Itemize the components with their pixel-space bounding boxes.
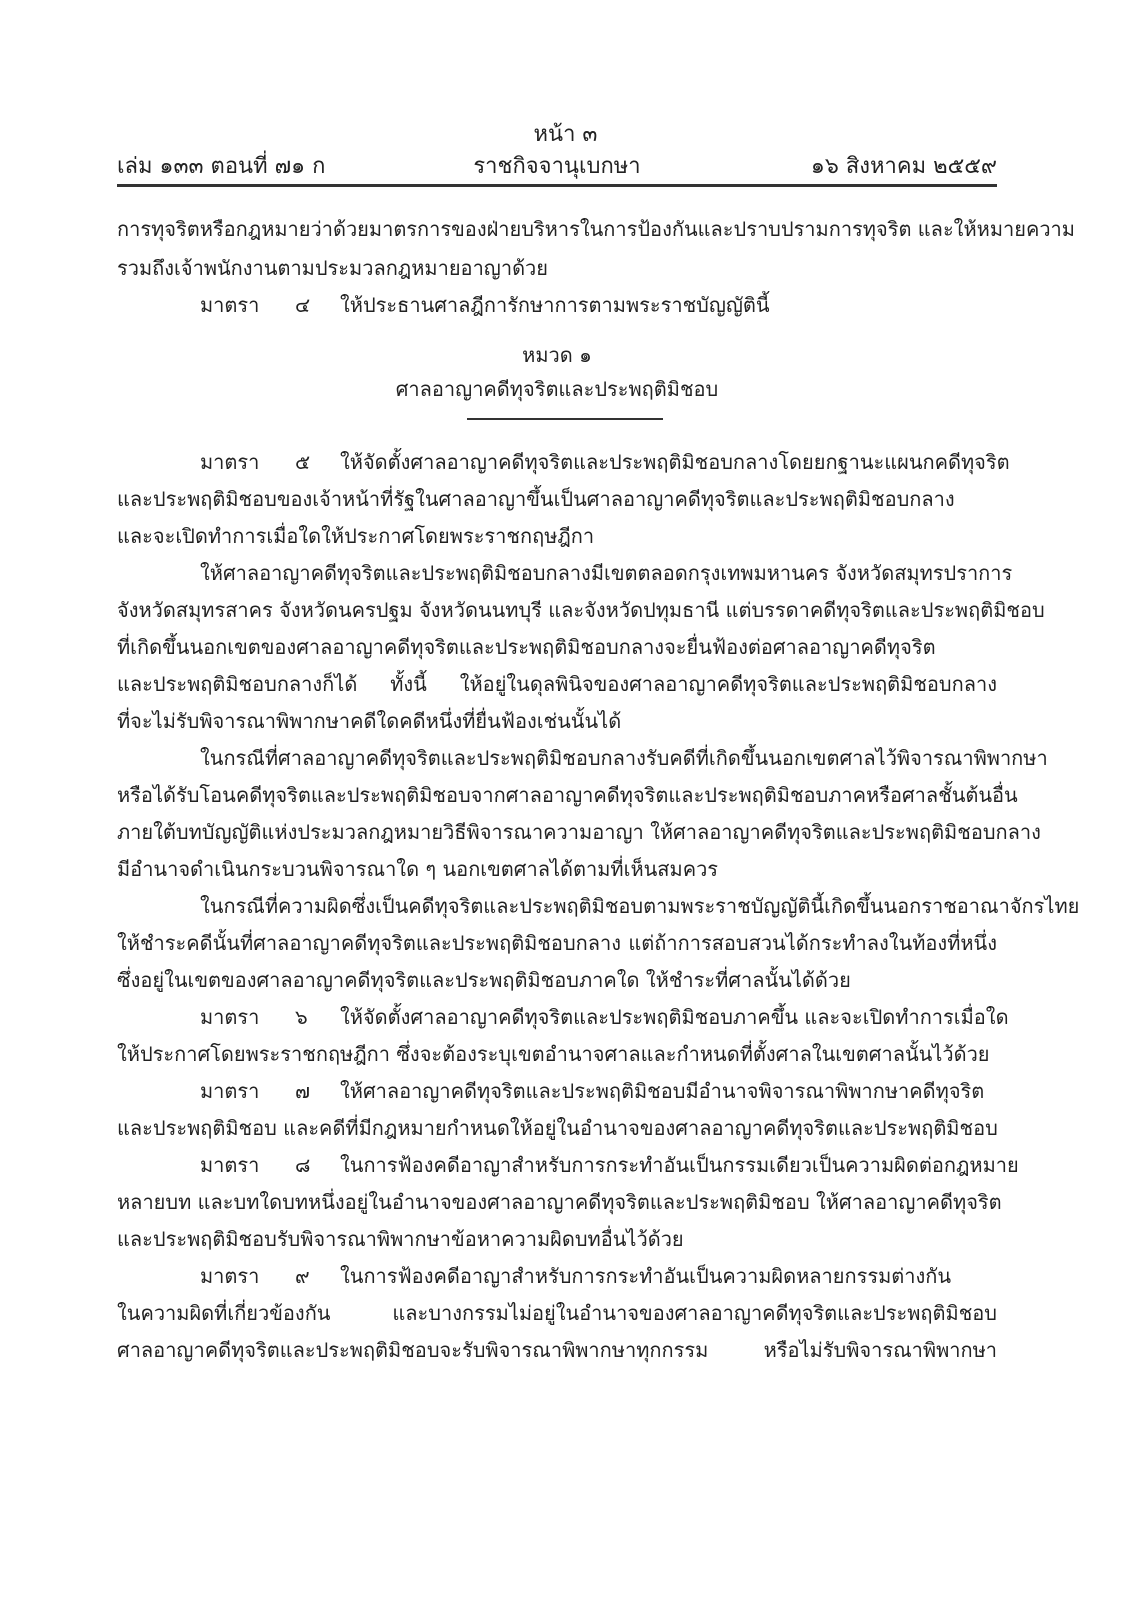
section-5 [200,447,1010,477]
body-line: ให้ประกาศโดยพระราชกฤษฎีกา ซึ่งจะต้องระบุเขตอำนาจศาลและกำหนดที่ตั้งศาลในเขตศาลนั้นไว้ด้วย [117,1042,990,1066]
body-line: ศาลอาญาคดีทุจริตและประพฤติมิชอบจะรับพิจารณาพิพากษาทุกกรรม หรือไม่รับพิจารณาพิพากษา [117,1338,997,1362]
section-label: มาตรา [200,1264,260,1288]
chapter-rule [467,418,663,420]
section-number: ๘ [295,1153,311,1177]
section-number: ๙ [295,1264,310,1288]
body-line: และประพฤติมิชอบรับพิจารณาพิพากษาข้อหาความผิดบทอื่นไว้ด้วย [117,1227,684,1251]
issue-date: ๑๖ สิงหาคม ๒๕๕๙ [810,154,997,179]
body-line: ซึ่งอยู่ในเขตของศาลอาญาคดีทุจริตและประพฤติมิชอบภาคใด ให้ชำระที่ศาลนั้นได้ด้วย [117,968,851,992]
running-header [117,148,997,180]
chapter-title: หมวด ๑ [522,343,592,367]
page-number: หน้า ๓ [533,122,598,147]
body-line: และประพฤติมิชอบ และคดีที่มีกฎหมายกำหนดให้อยู่ในอำนาจของศาลอาญาคดีทุจริตและประพฤติมิชอบ [117,1116,998,1140]
volume-info: เล่ม ๑๓๓ ตอนที่ ๗๑ ก [117,154,326,179]
intro-line: รวมถึงเจ้าพนักงานตามประมวลกฎหมายอาญาด้วย [117,256,549,280]
section-6 [200,1002,1009,1032]
section-number: ๕ [295,450,311,474]
paragraph-first-line: ในกรณีที่ศาลอาญาคดีทุจริตและประพฤติมิชอบกลางรับคดีที่เกิดขึ้นนอกเขตศาลไว้พิจารณาพิพากษา [200,746,1048,770]
header-rule [117,184,997,187]
section-label: มาตรา [200,293,260,317]
body-line: หลายบท และบทใดบทหนึ่งอยู่ในอำนาจของศาลอาญาคดีทุจริตและประพฤติมิชอบ ให้ศาลอาญาคดีทุจริต [117,1190,1002,1214]
section-7 [200,1076,997,1106]
section-text: ให้จัดตั้งศาลอาญาคดีทุจริตและประพฤติมิชอบกลางโดยยกฐานะแผนกคดีทุจริต [340,450,1010,474]
section-text: ให้จัดตั้งศาลอาญาคดีทุจริตและประพฤติมิชอบภาคขึ้น และจะเปิดทำการเมื่อใด [340,1005,1009,1029]
paragraph-first-line: ให้ศาลอาญาคดีทุจริตและประพฤติมิชอบกลางมีเขตตลอดกรุงเทพมหานคร จังหวัดสมุทรปราการ [200,561,1013,585]
body-line: หรือได้รับโอนคดีทุจริตและประพฤติมิชอบจากศาลอาญาคดีทุจริตและประพฤติมิชอบภาคหรือศาลชั้นต้นอื่น [117,783,1018,807]
chapter-subtitle: ศาลอาญาคดีทุจริตและประพฤติมิชอบ [395,377,719,401]
section-label: มาตรา [200,450,260,474]
section-label: มาตรา [200,1153,260,1177]
section-4 [200,290,997,320]
section-number: ๗ [295,1079,311,1103]
section-number: ๔ [295,293,311,317]
section-text: ในการฟ้องคดีอาญาสำหรับการกระทำอันเป็นกรรมเดียวเป็นความผิดต่อกฎหมาย [340,1153,1019,1177]
section-9 [200,1261,997,1291]
section-text: ให้ประธานศาลฎีการักษาการตามพระราชบัญญัตินี้ [340,293,770,317]
body-line: และประพฤติมิชอบของเจ้าหน้าที่รัฐในศาลอาญาขึ้นเป็นศาลอาญาคดีทุจริตและประพฤติมิชอบกลาง [117,487,955,511]
body-line: จังหวัดสมุทรสาคร จังหวัดนครปฐม จังหวัดนนทบุรี และจังหวัดปทุมธานี แต่บรรดาคดีทุจริตและประพฤติมิชอบ [117,598,1045,622]
section-number: ๖ [295,1005,308,1029]
body-line: ที่จะไม่รับพิจารณาพิพากษาคดีใดคดีหนึ่งที่ยื่นฟ้องเช่นนั้นได้ [117,709,622,733]
body-line: และประพฤติมิชอบกลางก็ได้ ทั้งนี้ ให้อยู่ในดุลพินิจของศาลอาญาคดีทุจริตและประพฤติมิชอบกลาง [117,672,997,696]
body-line: มีอำนาจดำเนินกระบวนพิจารณาใด ๆ นอกเขตศาลได้ตามที่เห็นสมควร [117,857,719,881]
section-text: ให้ศาลอาญาคดีทุจริตและประพฤติมิชอบมีอำนาจพิจารณาพิพากษาคดีทุจริต [340,1079,985,1103]
body-line: ให้ชำระคดีนั้นที่ศาลอาญาคดีทุจริตและประพฤติมิชอบกลาง แต่ถ้าการสอบสวนได้กระทำลงในท้องที่หนึ่ง [117,931,997,955]
section-label: มาตรา [200,1079,260,1103]
body-line: ที่เกิดขึ้นนอกเขตของศาลอาญาคดีทุจริตและประพฤติมิชอบกลางจะยื่นฟ้องต่อศาลอาญาคดีทุจริต [117,635,936,659]
body-line: ภายใต้บทบัญญัติแห่งประมวลกฎหมายวิธีพิจารณาความอาญา ให้ศาลอาญาคดีทุจริตและประพฤติมิชอบกลาง [117,820,1041,844]
intro-line: การทุจริตหรือกฎหมายว่าด้วยมาตรการของฝ่ายบริหารในการป้องกันและปราบปรามการทุจริต และให้หมายความ [117,217,1075,241]
section-text: ในการฟ้องคดีอาญาสำหรับการกระทำอันเป็นความผิดหลายกรรมต่างกัน [340,1264,952,1288]
section-label: มาตรา [200,1005,260,1029]
publication-title: ราชกิจจานุเบกษา [473,154,641,179]
paragraph-first-line: ในกรณีที่ความผิดซึ่งเป็นคดีทุจริตและประพฤติมิชอบตามพระราชบัญญัตินี้เกิดขึ้นนอกราชอาณาจักรไทย [200,894,1080,918]
body-line: ในความผิดที่เกี่ยวข้องกัน และบางกรรมไม่อยู่ในอำนาจของศาลอาญาคดีทุจริตและประพฤติมิชอบ [117,1301,997,1325]
section-8 [200,1150,1019,1180]
body-line: และจะเปิดทำการเมื่อใดให้ประกาศโดยพระราชกฤษฎีกา [117,524,595,548]
